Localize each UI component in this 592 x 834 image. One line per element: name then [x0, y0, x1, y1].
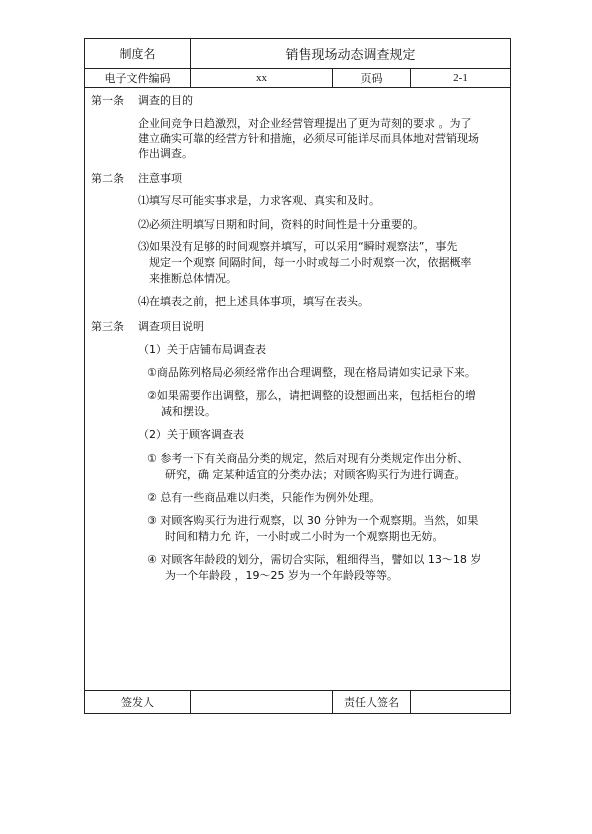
- article-1-title: 调查的目的: [138, 94, 193, 107]
- signature-row: [85, 690, 510, 713]
- paragraph-line: 企业间竞争日趋激烈，对企业经营管理提出了更为苛刻的要求 。为了: [138, 117, 472, 130]
- page-label: 页码: [333, 68, 411, 87]
- file-code-value: xx: [191, 68, 333, 87]
- responsible-signature-field[interactable]: [411, 691, 510, 713]
- regulation-form: [84, 38, 511, 714]
- list-item: ③ 对顾客购买行为进行观察，以 30 分钟为一个观察期。当然，如果: [147, 514, 479, 527]
- list-item-continuation: 研究，确 定某种适宜的分类办法；对顾客购买行为进行调查。: [165, 468, 466, 481]
- list-item: ⑷在填表之前，把上述具体事项，填写在表头。: [138, 295, 369, 308]
- list-item: ① 参考一下有关商品分类的规定，然后对现有分类规定作出分析、: [147, 452, 469, 465]
- document-title: 销售现场动态调查规定: [285, 48, 416, 63]
- list-item-continuation: 时间和精力允 许，一小时或二小时为一个观察期也无妨。: [165, 530, 444, 543]
- article-2-title: 注意事项: [138, 172, 182, 185]
- list-item-continuation: 减和摆设。: [161, 405, 216, 418]
- issuer-signature-field[interactable]: [191, 691, 333, 713]
- article-3-title: 调查项目说明: [138, 320, 204, 333]
- name-label: 制度名: [85, 39, 191, 68]
- list-item: ② 总有一些商品难以归类，只能作为例外处理。: [147, 491, 381, 504]
- content-area: [85, 87, 510, 691]
- paragraph-line: 作出调查。: [138, 147, 193, 160]
- list-item: ④ 对顾客年龄段的划分，需切合实际，粗细得当，譬如以 13～18 岁: [147, 553, 482, 566]
- subheading: （2）关于顾客调查表: [138, 428, 244, 441]
- article-3-head: 第三条: [91, 320, 124, 333]
- list-item: ①商品陈列格局必须经常作出合理调整，现在格局请如实记录下来。: [147, 366, 476, 379]
- list-item-continuation: 为一个年龄段 ，19～25 岁为一个年龄段等等。: [165, 569, 398, 582]
- list-item: ⑵必须注明填写日期和时间，资料的时间性是十分重要的。: [138, 218, 424, 231]
- subheading: （1）关于店铺布局调查表: [138, 343, 266, 356]
- responsible-label: 责任人签名: [333, 691, 411, 713]
- list-item: ⑶如果没有足够的时间观察并填写，可以采用“瞬时观察法”，事先: [138, 240, 458, 253]
- article-2-head: 第二条: [91, 172, 124, 185]
- paragraph-line: 建立确实可靠的经营方针和措施，必须尽可能详尽而具体地对营销现场: [138, 132, 479, 145]
- file-code-label: 电子文件编码: [85, 68, 191, 87]
- article-1-head: 第一条: [91, 94, 124, 107]
- list-item-continuation: 来推断总体情况。: [149, 272, 237, 285]
- list-item: ⑴填写尽可能实事求是，力求客观、真实和及时。: [138, 194, 380, 207]
- title-row: [85, 39, 510, 69]
- list-item: ②如果需要作出调整，那么，请把调整的设想画出来，包括柜台的增: [147, 389, 476, 402]
- issuer-label: 签发人: [85, 691, 191, 713]
- page-number: 2-1: [453, 71, 468, 84]
- list-item-continuation: 规定一个观察 间隔时间，每一小时或每二小时观察一次，依据概率: [149, 256, 472, 269]
- meta-row: [85, 68, 510, 88]
